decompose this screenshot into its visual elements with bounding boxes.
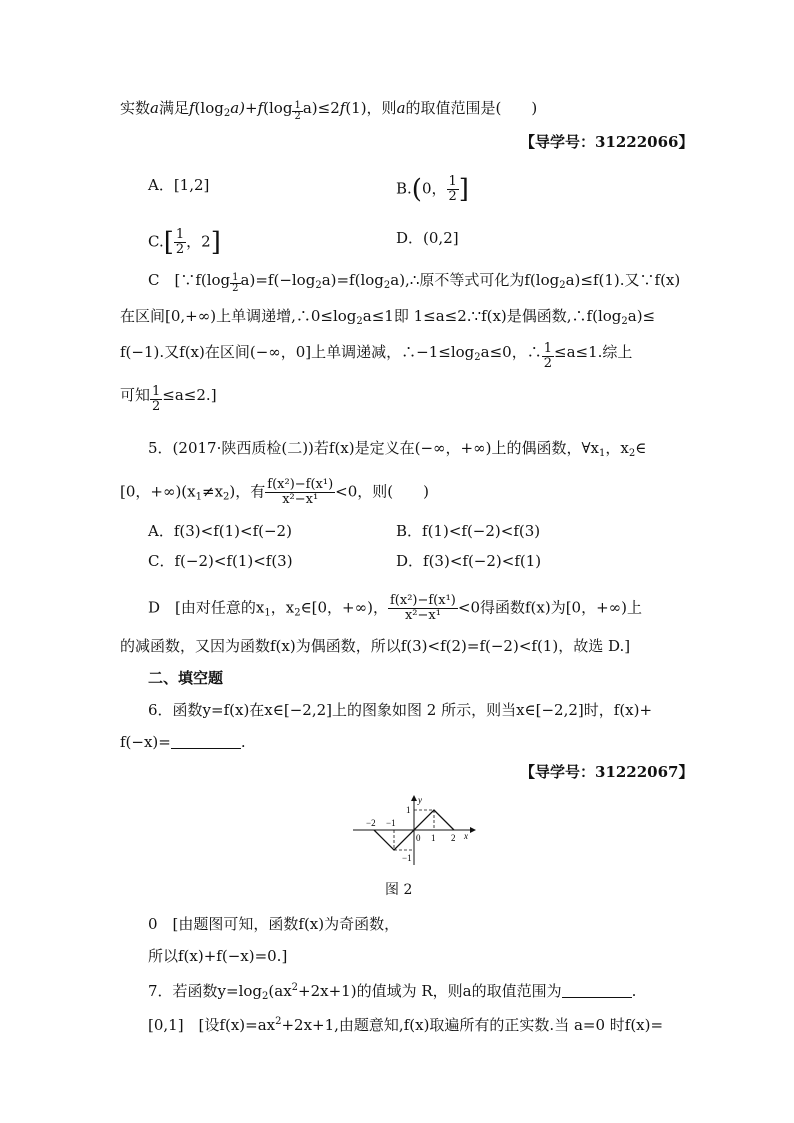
q5-answer-line-2: 的减函数，又因为函数f(x)为偶函数，所以f(3)<f(2)=f(−2)<f(1)，故选 D.] <box>120 637 631 655</box>
x-axis-label: x <box>464 831 468 841</box>
figure-caption: 图 2 <box>385 882 413 898</box>
q6-answer-line-1: 0 [由题图可知，函数f(x)为奇函数， <box>148 915 400 933</box>
q7-answer-blank <box>562 983 632 998</box>
q6-answer-line-2: 所以f(x)+f(−x)=0.] <box>148 947 288 965</box>
q4-option-a: A．[1,2] <box>148 176 210 194</box>
section-title: 二、填空题 <box>148 669 224 687</box>
x-tick-2: 2 <box>451 833 456 843</box>
q5-option-c: C．f(−2)<f(1)<f(3) <box>148 552 293 570</box>
guide-number-2: 【导学号：31222067】 <box>520 763 694 781</box>
x-tick-minus-2: −2 <box>366 818 376 828</box>
q6-stem-line-1: 6．函数y=f(x)在x∈[−2,2]上的图象如图 2 所示，则当x∈[−2,2]时，f(x)+ <box>148 701 653 719</box>
x-tick-1: 1 <box>431 833 436 843</box>
x-axis-arrow <box>470 827 476 833</box>
q6-stem-line-2: f(−x)= . <box>120 733 246 751</box>
guide-number-1: 【导学号：31222066】 <box>520 133 694 151</box>
q5-option-b: B．f(1)<f(−2)<f(3) <box>396 522 541 540</box>
q6-answer-blank <box>171 734 241 749</box>
origin-label: 0 <box>416 833 421 843</box>
q5-option-d: D．f(3)<f(−2)<f(1) <box>396 552 542 570</box>
q5-answer-line-1: D [由对任意的$x_1$，$x_2\in[0$，+∞)， $\frac{\text{f(x²)−f(x¹)}}{\text{x²−x¹}}$ <0得函数f(x)为[0，+∞)上 <box>148 593 643 623</box>
q5-stem-line-2: [0，$+\infty)(x_1\ne x_2)$，有 $\frac{\text{f(x²)−f(x¹)}}{\text{x²−x¹}}$ <0，则( ) <box>120 477 429 507</box>
q7-answer-line-1: [0,1] [设$f(x)=ax^2+2x+1$,由题意知,f(x)取遍所有的正实数.当 a=0 时f(x)= <box>148 1016 664 1034</box>
y-axis-label: y <box>418 795 422 805</box>
q4-option-b: B.(0， $\frac{1}{2}$ ] <box>396 174 469 205</box>
q4-answer-line-2: 在区间[0,+∞)上单调递增$,\therefore 0\le\log_2a\le 1$即 1≤a≤2.∵f(x)是偶函数$,\therefore f(\log_2a)\le$ <box>120 307 656 327</box>
x-tick-minus-1: −1 <box>386 818 396 828</box>
q5-stem-line-1: 5．(2017·陕西质检(二))若f(x)是定义在(−∞，+∞)上的偶函数，$\forall x_1$，$x_2\in$ <box>148 439 647 459</box>
q4-answer-line-3: f(−1).又f(x)在区间(−∞，0]上单调递减，$\therefore-1\le\log_2a\le 0$，∴ $\frac{1}{2}$ ≤a≤1.综上 <box>120 341 633 371</box>
q4-option-d: D．(0,2] <box>396 229 459 247</box>
q4-answer-line-4: 可知 $\frac{1}{2}$ ≤a≤2.] <box>120 384 217 414</box>
q5-option-a: A．f(3)<f(1)<f(−2) <box>148 522 292 540</box>
q4-answer-line-1: C [∵f(log $\frac{1}{2}$ $a)=f(-\log_2a)=f(\log_2a),\therefore$原不等式可化为$f(\log_2a)\le f(1)$.又∵f(x) <box>148 271 681 294</box>
y-tick-1: 1 <box>406 805 411 815</box>
q4-option-c: C.[ $\frac{1}{2}$ ，2] <box>148 227 221 258</box>
y-axis-arrow <box>411 795 417 801</box>
q4-stem: 实数a满足$f(\log_2a)+f(\log$ $\frac{1}{2}$ a)≤2f(1)，则a的取值范围是( ) <box>120 99 538 122</box>
y-tick-minus-1: −1 <box>402 853 412 863</box>
function-graph-figure <box>348 795 478 867</box>
q7-stem: 7．若函数$y=\log_2(ax^2+2x+1)$的值域为 R，则a的取值范围为 . <box>148 982 637 1002</box>
